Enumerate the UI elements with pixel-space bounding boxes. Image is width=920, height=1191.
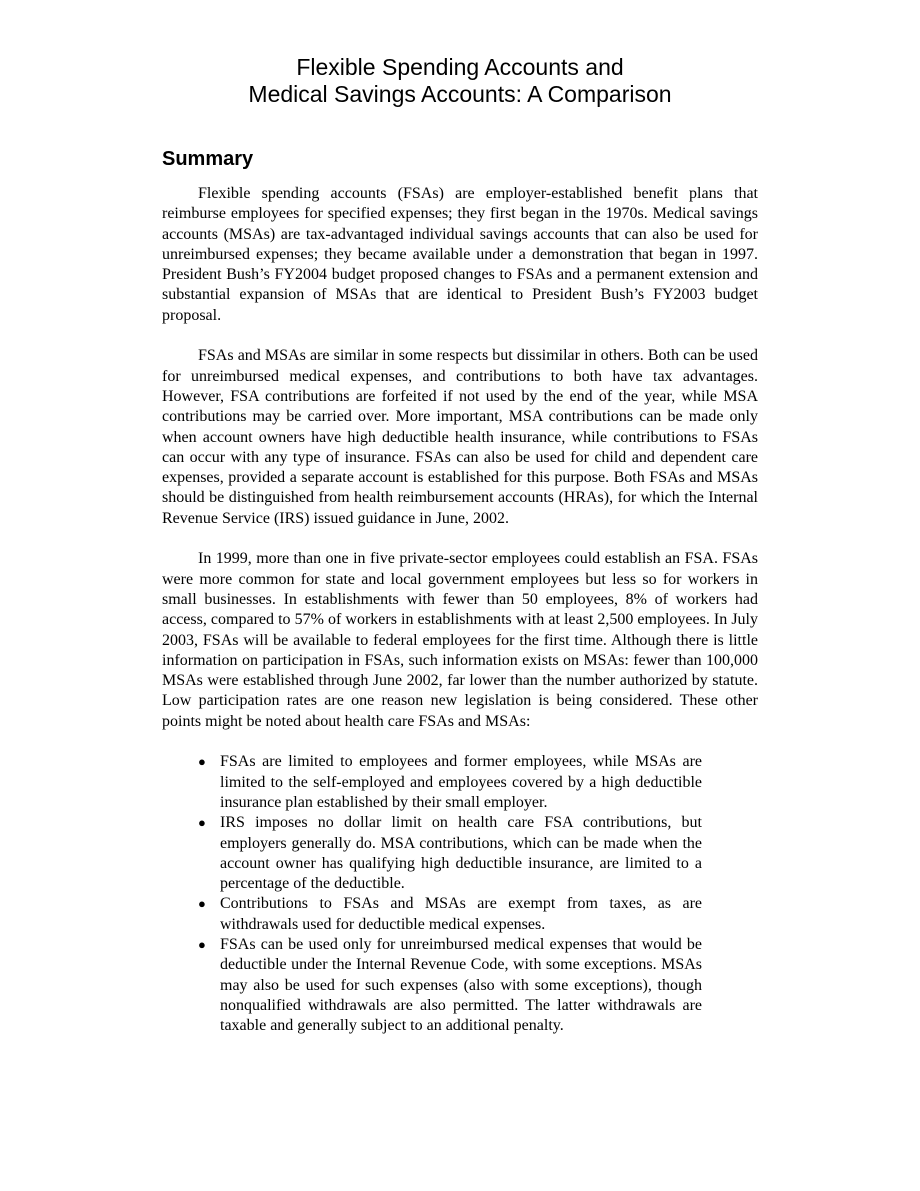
paragraph-comparison: FSAs and MSAs are similar in some respects but dissimilar in others. Both can be used for unreimbursed medical expenses, and contributions to both have tax advantages. However, FSA contributions are forfeited if not used by the end of the year, while MSA contributions may be carried over. More important, MSA contributions can be made only when account owners have high deductible health insurance, while contributions to FSAs can occur with any type of insurance. FSAs can also be used for child and dependent care expenses, provided a separate account is established for this purpose. Both FSAs and MSAs should be distinguished from health reimbursement accounts (HRAs), for which the Internal Revenue Service (IRS) issued guidance in June, 2002. [162, 347, 758, 527]
bullet-icon: ● [198, 815, 206, 831]
list-item-text: Contributions to FSAs and MSAs are exempt from taxes, as are withdrawals used for deductible medical expenses. [220, 895, 702, 933]
list-item [198, 752, 702, 813]
list-item-text: IRS imposes no dollar limit on health care FSA contributions, but employers generally do. MSA contributions, which can be made when the account owner has qualifying high deductible insurance, are limited to a percentage of the deductible. [220, 814, 702, 893]
document-title [162, 54, 758, 108]
bullet-icon: ● [198, 896, 206, 912]
list-item [198, 813, 702, 894]
list-item-text: FSAs are limited to employees and former employees, while MSAs are limited to the self-employed and employees covered by a high deductible insurance plan established by their small employer. [220, 753, 702, 811]
bullet-icon: ● [198, 754, 206, 770]
list-item-text: FSAs can be used only for unreimbursed medical expenses that would be deductible under the Internal Revenue Code, with some exceptions. MSAs may also be used for such expenses (also with some exceptions), though nonqualified withdrawals are also permitted. The latter withdrawals are taxable and generally subject to an additional penalty. [220, 935, 702, 1035]
list-item [198, 894, 702, 935]
paragraph-intro: Flexible spending accounts (FSAs) are employer-established benefit plans that reimburse employees for specified expenses; they first began in the 1970s. Medical savings accounts (MSAs) are tax-advantaged individual savings accounts that can also be used for unreimbursed expenses; they became available under a demonstration that began in 1997. President Bush’s FY2004 budget proposed changes to FSAs and a permanent extension and substantial expansion of MSAs that are identical to President Bush’s FY2003 budget proposal. [162, 185, 758, 324]
document-page [162, 54, 758, 1036]
title-line-1: Flexible Spending Accounts and [296, 54, 624, 80]
title-line-2: Medical Savings Accounts: A Comparison [248, 81, 672, 107]
paragraph-participation: In 1999, more than one in five private-sector employees could establish an FSA. FSAs were more common for state and local government employees but less so for workers in small businesses. In establishments with fewer than 50 employees, 8% of workers had access, compared to 57% of workers in establishments with at least 2,500 employees. In July 2003, FSAs will be available to federal employees for the first time. Although there is little information on participation in FSAs, such information exists on MSAs: fewer than 100,000 MSAs were established through June 2002, far lower than the number authorized by statute. Low participation rates are one reason new legislation is being considered. These other points might be noted about health care FSAs and MSAs: [162, 550, 758, 730]
bullet-icon: ● [198, 936, 206, 952]
bullet-list [162, 752, 702, 1036]
summary-heading: Summary [162, 148, 254, 170]
list-item [198, 935, 702, 1036]
